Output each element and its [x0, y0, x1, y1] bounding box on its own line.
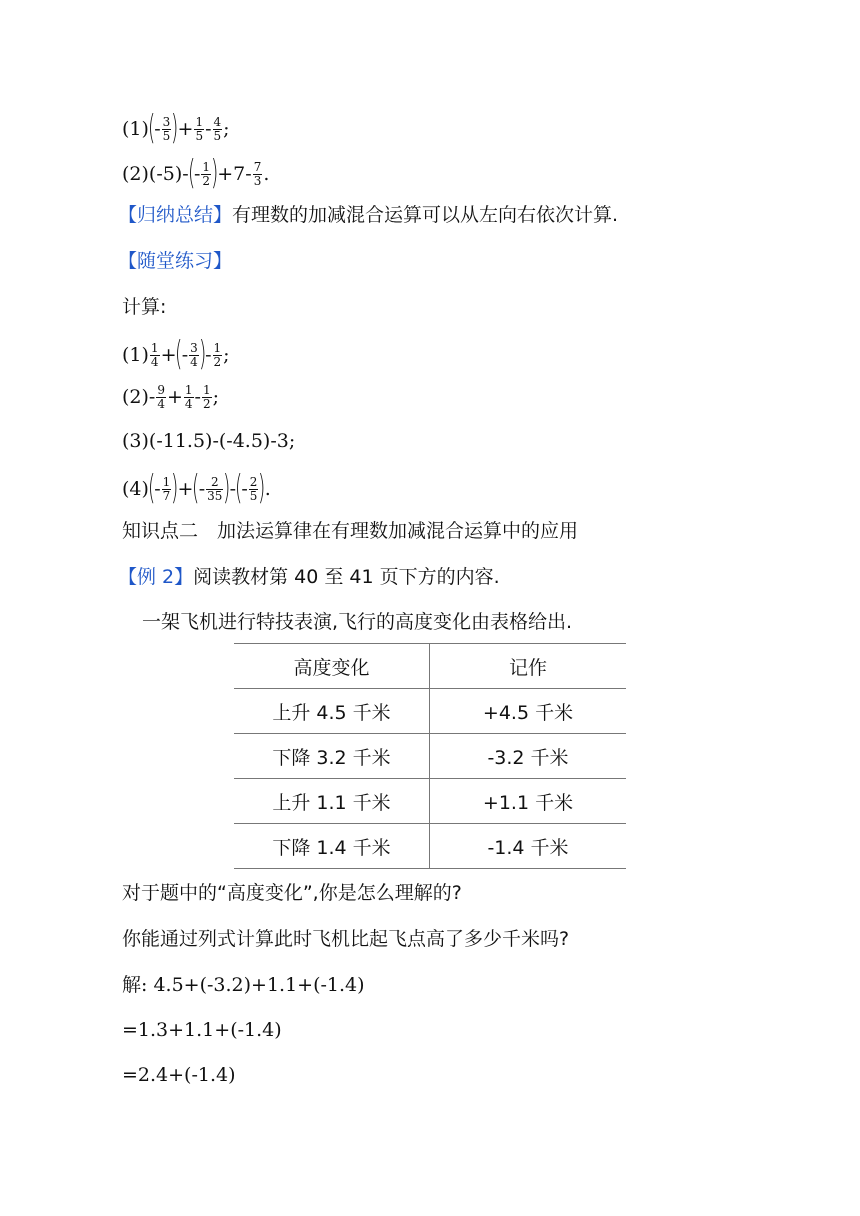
- summary-text: 有理数的加减混合运算可以从左向右依次计算.: [232, 204, 619, 226]
- table-header-row: [234, 644, 626, 689]
- practice-instruction: 计算:: [122, 296, 167, 318]
- table-header: 高度变化: [234, 644, 430, 689]
- intro-text: 一架飞机进行特技表演,飞行的高度变化由表格给出.: [142, 611, 573, 633]
- summary-line: [118, 206, 618, 225]
- question-2: 你能通过列式计算此时飞机比起飞点高了多少千米吗?: [122, 928, 570, 950]
- example-line: [118, 568, 500, 587]
- question-1: 对于题中的“高度变化”,你是怎么理解的?: [122, 882, 462, 904]
- fraction: $\frac{2}{5}$: [249, 474, 258, 503]
- exercise-1: (1) ( - $\frac{3}{5}$ ) + $\frac{1}{5}$ - $\frac{4}{5}$ ;: [122, 108, 230, 148]
- fraction: $\frac{9}{4}$: [157, 383, 165, 411]
- fraction: $\frac{2}{35}$: [207, 474, 223, 503]
- table-row: [234, 734, 626, 779]
- table-row: [234, 779, 626, 824]
- table-cell: -1.4 千米: [430, 824, 627, 869]
- fraction: $\frac{1}{7}$: [162, 474, 171, 503]
- example-text: 阅读教材第 40 至 41 页下方的内容.: [193, 566, 500, 588]
- solution-line: 解: 4.5+(-3.2)+1.1+(-1.4): [122, 974, 365, 996]
- table-cell: 上升 4.5 千米: [234, 689, 430, 734]
- table-cell: +1.1 千米: [430, 779, 627, 824]
- exercise-2: (2)(-5)- ( - $\frac{1}{2}$ ) +7- $\frac{7}{3}$ .: [122, 153, 270, 193]
- table-cell: 下降 1.4 千米: [234, 824, 430, 869]
- section-heading: 知识点二 加法运算律在有理数加减混合运算中的应用: [122, 520, 579, 542]
- example-tag: 【例 2】: [118, 566, 194, 588]
- table-row: [234, 689, 626, 734]
- fraction: $\frac{4}{5}$: [213, 114, 222, 143]
- solution-line: =1.3+1.1+(-1.4): [122, 1019, 282, 1041]
- table-row: [234, 824, 626, 869]
- solution-line: =2.4+(-1.4): [122, 1064, 236, 1086]
- fraction: $\frac{1}{4}$: [184, 383, 193, 411]
- practice-3: (3)(-11.5)-(-4.5)-3;: [122, 430, 296, 452]
- practice-1: (1) $\frac{1}{4}$ + ( - $\frac{3}{4}$ ) - $\frac{1}{2}$ ;: [122, 334, 230, 374]
- fraction: $\frac{1}{5}$: [195, 114, 204, 143]
- fraction: $\frac{1}{2}$: [213, 340, 222, 369]
- fraction: $\frac{1}{2}$: [202, 159, 210, 188]
- summary-tag: 【归纳总结】: [118, 204, 233, 226]
- fraction: $\frac{1}{2}$: [202, 383, 211, 411]
- fraction: $\frac{1}{4}$: [150, 340, 159, 369]
- table-cell: +4.5 千米: [430, 689, 627, 734]
- fraction: $\frac{3}{5}$: [162, 114, 171, 143]
- practice-tag: 【随堂练习】: [118, 250, 233, 272]
- practice-2: (2)- $\frac{9}{4}$ + $\frac{1}{4}$ - $\frac{1}{2}$ ;: [122, 383, 220, 411]
- table-cell: 上升 1.1 千米: [234, 779, 430, 824]
- fraction: $\frac{7}{3}$: [253, 159, 262, 188]
- height-change-table: [234, 643, 626, 869]
- table-cell: -3.2 千米: [430, 734, 627, 779]
- practice-4: (4) ( - $\frac{1}{7}$ ) + ( - $\frac{2}{35}$ ) - ( - $\frac{2}{5}$ ) .: [122, 468, 271, 508]
- table-header: 记作: [430, 644, 627, 689]
- table-cell: 下降 3.2 千米: [234, 734, 430, 779]
- fraction: $\frac{3}{4}$: [190, 340, 198, 369]
